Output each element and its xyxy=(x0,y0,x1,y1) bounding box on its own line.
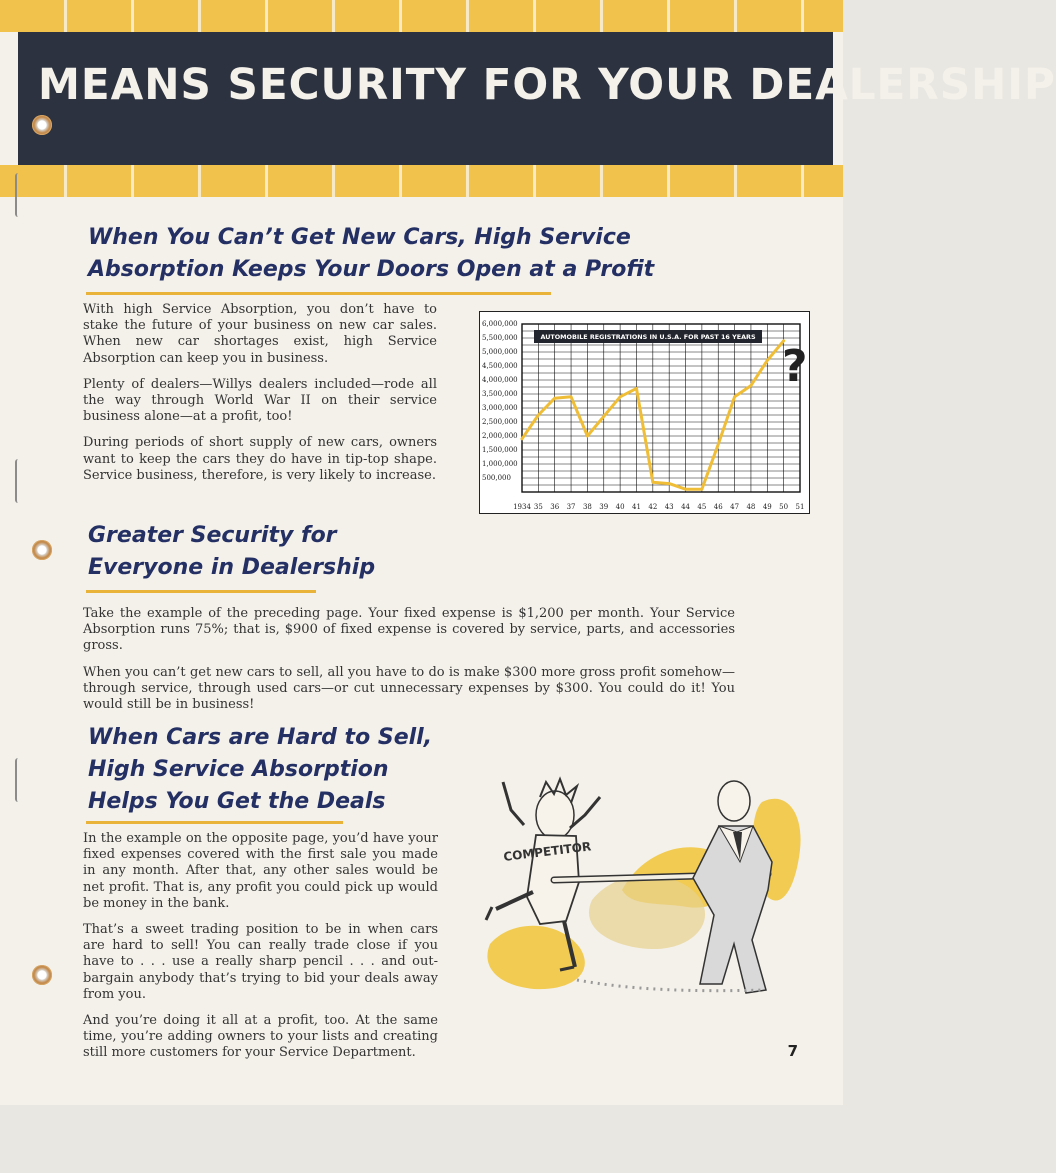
wire-binding-icon xyxy=(15,173,21,217)
heading-line: Helps You Get the Deals xyxy=(88,789,386,814)
wire-binding-icon xyxy=(15,758,21,802)
page-title: MEANS SECURITY FOR YOUR DEALERSHIP xyxy=(38,60,1056,110)
registrations-chart xyxy=(479,311,810,514)
chart-y-tick-label: 2,000,000 xyxy=(482,432,518,440)
chart-annotation: ? xyxy=(782,341,808,392)
chart-y-tick-label: 1,500,000 xyxy=(482,446,518,454)
chart-x-tick-label: 43 xyxy=(664,503,674,511)
heading-line: Everyone in Dealership xyxy=(88,555,376,580)
section-heading xyxy=(88,722,432,818)
chart-x-tick-label: 45 xyxy=(697,503,707,511)
chart-x-tick-label: 36 xyxy=(550,503,560,511)
page-number: 7 xyxy=(787,1042,798,1060)
chart-x-tick-label: 47 xyxy=(730,503,740,511)
competitor-label: COMPETITOR xyxy=(502,839,592,864)
paragraph: During periods of short supply of new cars, owners want to keep the cars they do have in tip-top shape. Service business, therefore, is very likely to increase. xyxy=(83,435,437,483)
chart-data-point xyxy=(554,397,556,399)
chart-y-tick-label: 5,500,000 xyxy=(482,334,518,342)
chart-x-tick-label: 46 xyxy=(713,503,723,511)
chart-x-tick-label: 48 xyxy=(746,503,756,511)
chart-x-tick-label: 1934 xyxy=(513,503,531,511)
paragraph: When you can’t get new cars to sell, all you have to do is make $300 more gross profit somehow—through service, through used cars—or cut unnecessary expenses by $300. You could do it! You would still be in business! xyxy=(83,664,735,713)
chart-data-point xyxy=(717,444,719,446)
title-banner xyxy=(18,32,1056,167)
chart-y-tick-label: 3,500,000 xyxy=(482,390,518,398)
paragraph: Plenty of dealers—Willys dealers included—rode all the way through World War II on their service business alone—at a profit, too! xyxy=(83,376,437,425)
section-body xyxy=(83,831,438,1072)
wire-binding-icon xyxy=(15,459,21,503)
chart-x-tick-label: 50 xyxy=(779,503,789,511)
chart-data-point xyxy=(619,396,621,398)
heading-line: Greater Security for xyxy=(88,523,337,548)
chart-y-tick-label: 6,000,000 xyxy=(482,320,518,328)
chart-x-tick-label: 38 xyxy=(582,503,592,511)
chart-x-tick-label: 42 xyxy=(648,503,658,511)
yellow-tile-strip-bottom xyxy=(0,165,843,197)
heading-line: When You Can’t Get New Cars, High Service xyxy=(88,225,631,250)
chart-data-point xyxy=(538,414,540,416)
heading-underline xyxy=(86,292,551,295)
chart-y-tick-label: 5,000,000 xyxy=(482,348,518,356)
heading-line: When Cars are Hard to Sell, xyxy=(88,725,433,750)
binder-hole-icon xyxy=(32,540,52,560)
section-heading xyxy=(88,520,375,584)
chart-y-tick-label: 4,500,000 xyxy=(482,362,518,370)
chart-data-point xyxy=(587,435,589,437)
binder-hole-icon xyxy=(32,115,52,135)
yellow-tile-strip-top xyxy=(0,0,843,32)
chart-data-point xyxy=(570,396,572,398)
paragraph: With high Service Absorption, you don’t have to stake the future of your business on new car sales. When new car shortages exist, high Service Absorption can keep you in business. xyxy=(83,302,437,366)
binder-hole-icon xyxy=(32,965,52,985)
competitor-illustration xyxy=(482,770,812,1014)
paragraph: Take the example of the preceding page. Your fixed expense is $1,200 per month. Your Service Absorption runs 75%; that is, $900 of fixed expense is covered by service, parts, and accessories gross. xyxy=(83,606,735,654)
chart-x-tick-label: 51 xyxy=(795,503,805,511)
chart-y-tick-label: 1,000,000 xyxy=(482,460,518,468)
heading-line: High Service Absorption xyxy=(88,757,389,782)
heading-underline xyxy=(86,821,343,824)
chart-y-tick-label: 2,500,000 xyxy=(482,418,518,426)
paragraph: And you’re doing it all at a profit, too. At the same time, you’re adding owners to your lists and creating still more customers for your Service Department. xyxy=(83,1013,438,1061)
chart-y-tick-label: 500,000 xyxy=(482,474,511,482)
chart-y-tick-label: 4,000,000 xyxy=(482,376,518,384)
chart-data-point xyxy=(603,416,605,418)
chart-x-tick-label: 35 xyxy=(533,503,543,511)
chart-x-tick-label: 44 xyxy=(681,503,690,511)
chart-data-point xyxy=(685,488,687,490)
chart-x-tick-label: 39 xyxy=(599,503,609,511)
chart-x-tick-label: 49 xyxy=(762,503,772,511)
chart-title: AUTOMOBILE REGISTRATIONS IN U.S.A. FOR PAST 16 YEARS xyxy=(540,333,756,341)
chart-data-point xyxy=(701,488,703,490)
heading-line: Absorption Keeps Your Doors Open at a Profit xyxy=(88,257,655,282)
section-body xyxy=(83,302,437,494)
paragraph: In the example on the opposite page, you’d have your fixed expenses covered with the first sale you made in any month. After that, any other sales would be net profit. That is, any profit you could pick up would be money in the bank. xyxy=(83,831,438,911)
chart-data-point xyxy=(652,481,654,483)
section-heading xyxy=(88,222,654,286)
chart-x-tick-label: 41 xyxy=(632,503,641,511)
paragraph: That’s a sweet trading position to be in when cars are hard to sell! You can really trade close if you have to . . . use a really sharp pencil . . . and out-bargain anybody that’s trying to bid your deals away from you. xyxy=(83,922,438,1002)
chart-data-point xyxy=(636,388,638,390)
chart-data-point xyxy=(766,360,768,362)
section-body xyxy=(83,606,735,723)
heading-underline xyxy=(86,590,316,593)
chart-data-point xyxy=(750,385,752,387)
chart-x-tick-label: 37 xyxy=(566,503,576,511)
chart-y-tick-label: 3,000,000 xyxy=(482,404,518,412)
chart-data-point xyxy=(521,438,523,440)
chart-data-point xyxy=(734,396,736,398)
chart-x-tick-label: 40 xyxy=(615,503,625,511)
chart-data-point xyxy=(668,483,670,485)
